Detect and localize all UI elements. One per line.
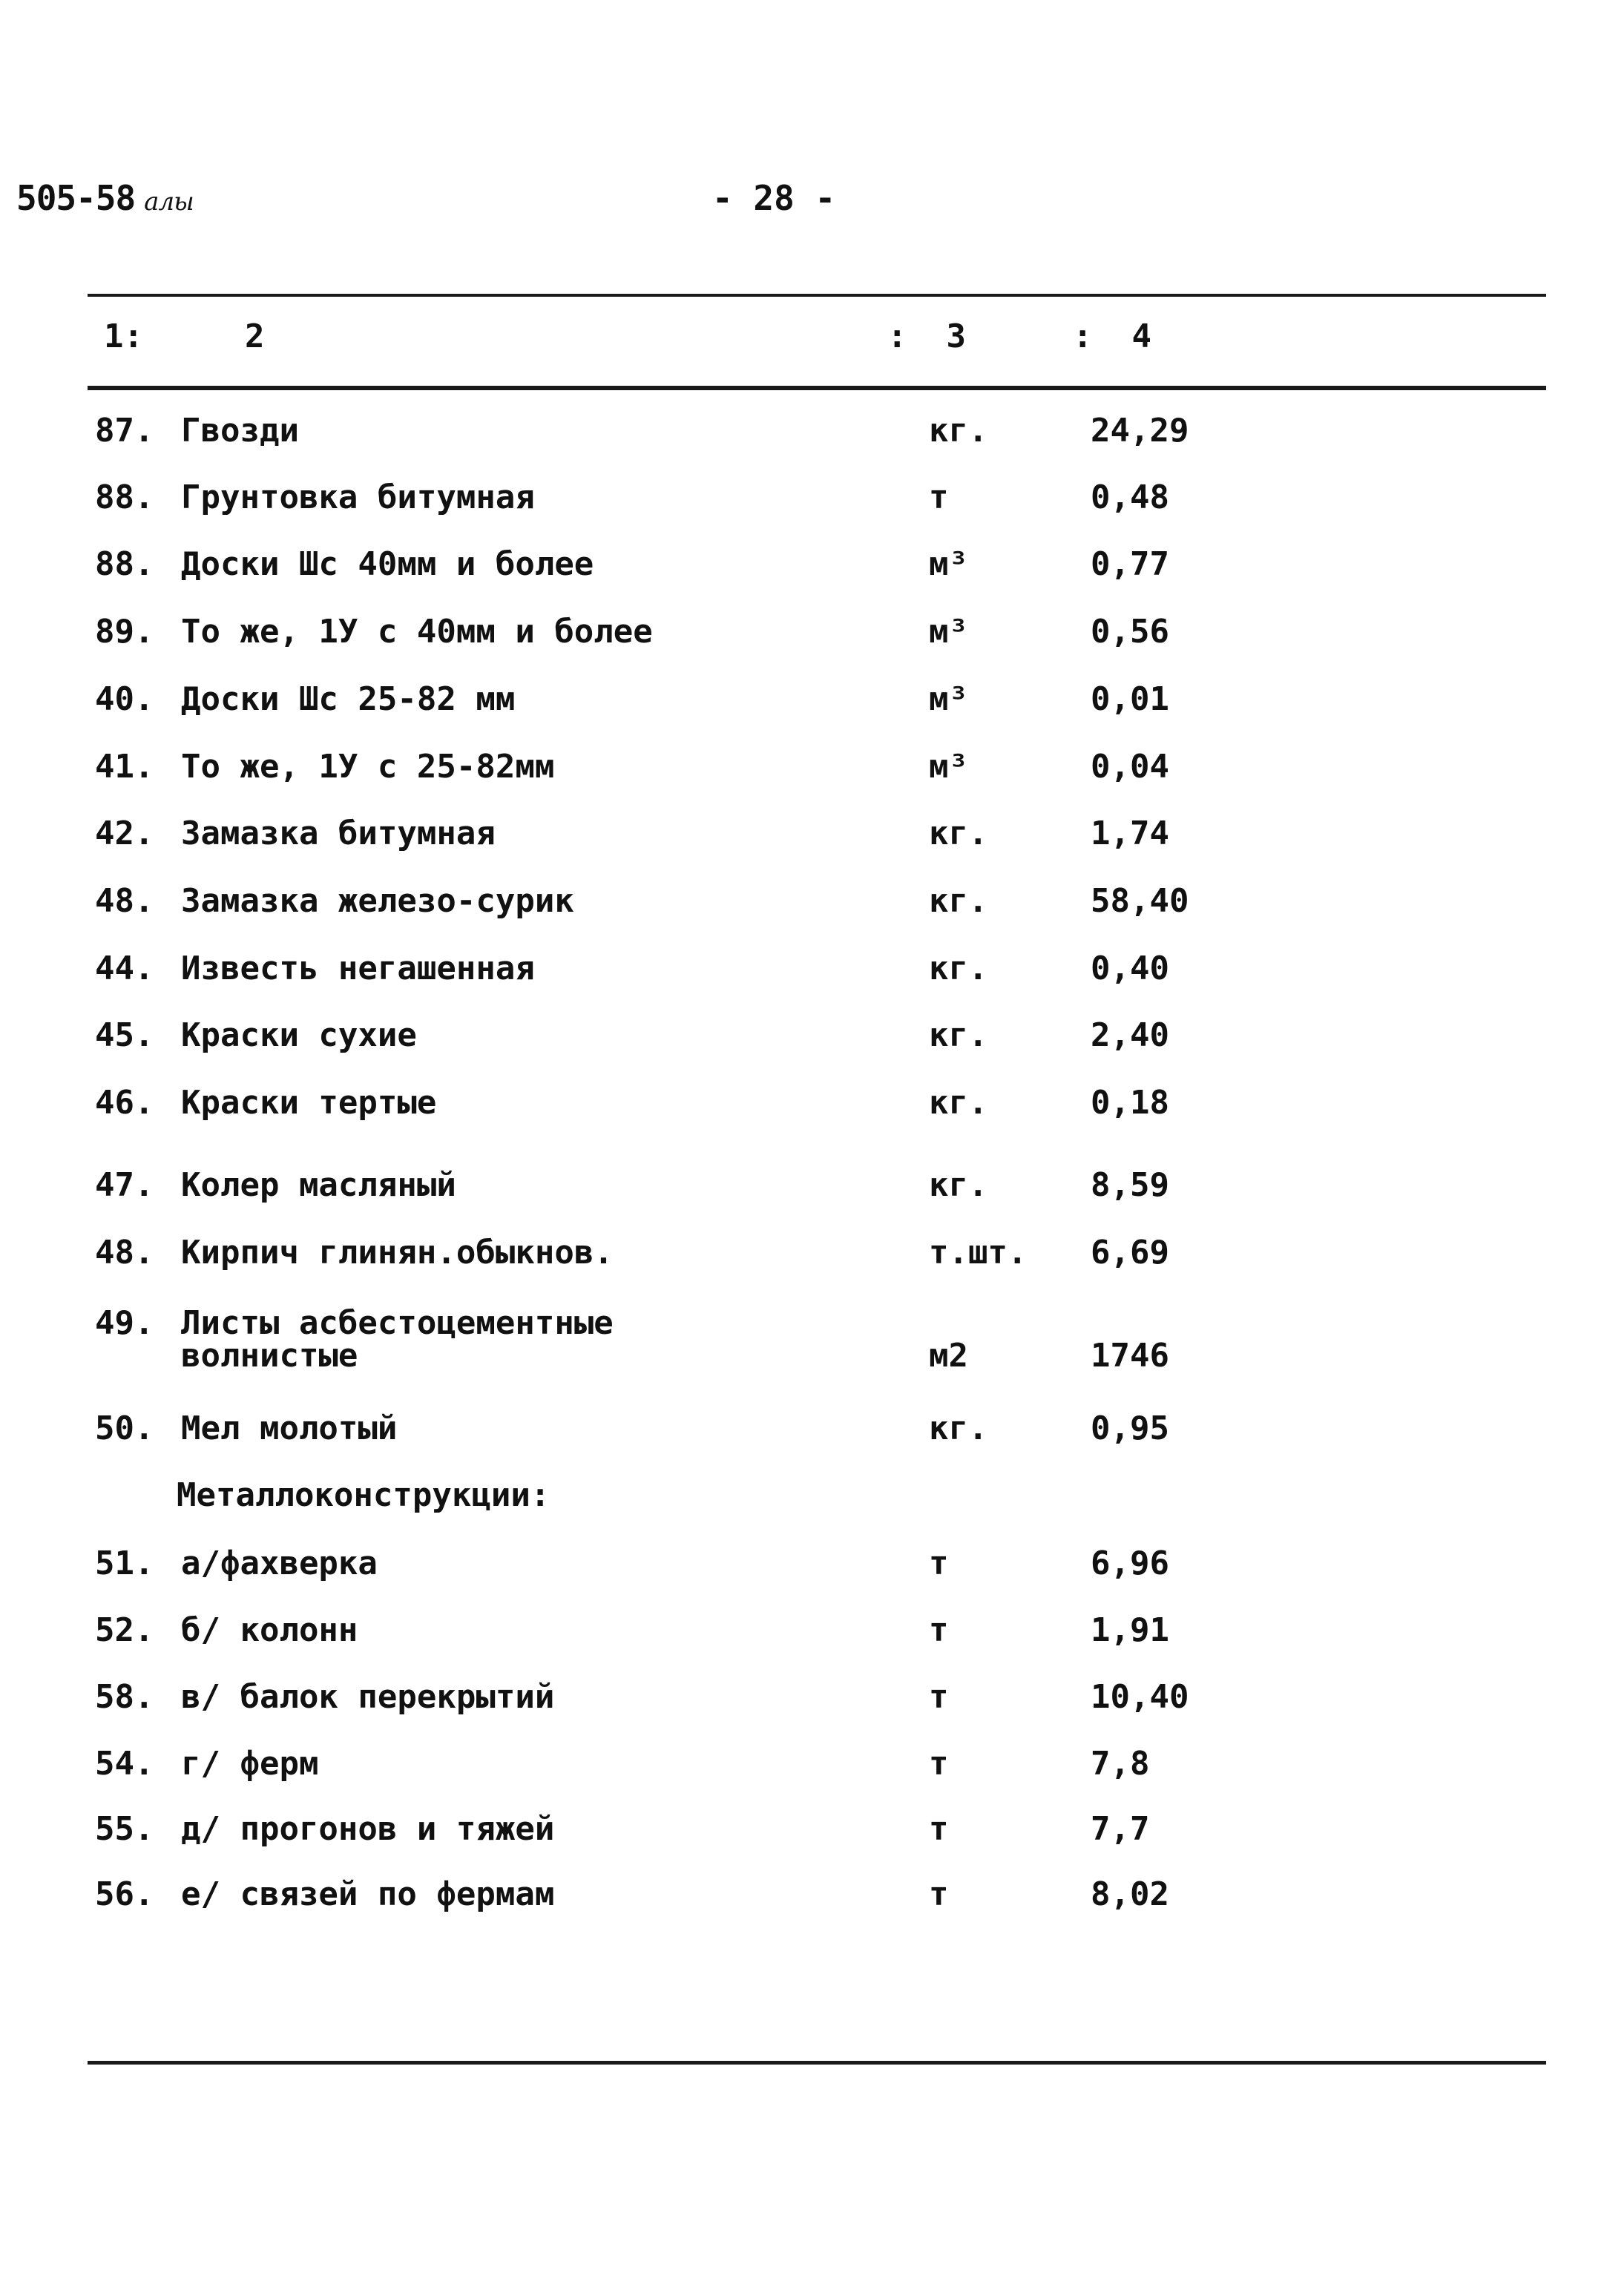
page-number: - 28 - bbox=[712, 178, 836, 218]
item-number: 46. bbox=[95, 1084, 154, 1122]
table-row bbox=[0, 1016, 1604, 1076]
column-header-2: 2 bbox=[245, 318, 265, 355]
table-row bbox=[0, 1234, 1604, 1293]
item-name: Известь негашенная bbox=[181, 950, 535, 987]
table-row bbox=[0, 1084, 1604, 1143]
table-row bbox=[0, 1678, 1604, 1737]
document-code bbox=[16, 178, 194, 218]
item-quantity: 7,8 bbox=[1091, 1745, 1150, 1783]
item-quantity: 1,74 bbox=[1091, 815, 1169, 852]
item-name: То же, 1У с 25-82мм bbox=[181, 748, 555, 786]
item-unit: кг. bbox=[929, 1409, 988, 1447]
item-unit: кг. bbox=[929, 1016, 988, 1054]
column-header-4: : 4 bbox=[1073, 318, 1151, 355]
item-name: Замазка железо-сурик bbox=[181, 882, 574, 920]
table-row bbox=[0, 1545, 1604, 1604]
item-unit: кг. bbox=[929, 882, 988, 920]
item-unit: кг. bbox=[929, 950, 988, 987]
item-unit: кг. bbox=[929, 1166, 988, 1204]
table-row bbox=[0, 1166, 1604, 1226]
document-code-text: 505-58 bbox=[16, 178, 136, 218]
item-unit: м³ bbox=[929, 680, 968, 718]
item-unit: кг. bbox=[929, 412, 988, 450]
item-number: 40. bbox=[95, 680, 154, 718]
column-header-1: 1: bbox=[104, 318, 143, 355]
item-number: 49. bbox=[95, 1304, 154, 1342]
item-number: 88. bbox=[95, 478, 154, 516]
table-top-rule bbox=[88, 294, 1546, 297]
table-row bbox=[0, 1810, 1604, 1869]
table-row bbox=[0, 1304, 1604, 1375]
item-name: Замазка битумная bbox=[181, 815, 496, 852]
item-unit: кг. bbox=[929, 815, 988, 852]
item-unit: т bbox=[929, 1875, 949, 1913]
handwritten-note: алы bbox=[144, 187, 194, 217]
item-unit: кг. bbox=[929, 1084, 988, 1122]
item-quantity: 7,7 bbox=[1091, 1810, 1150, 1848]
table-bottom-rule bbox=[88, 2061, 1546, 2065]
item-unit: т bbox=[929, 1678, 949, 1716]
table-row bbox=[0, 680, 1604, 740]
item-number: 50. bbox=[95, 1409, 154, 1447]
item-number: 52. bbox=[95, 1611, 154, 1649]
item-number: 48. bbox=[95, 882, 154, 920]
item-name: д/ прогонов и тяжей bbox=[181, 1810, 555, 1848]
item-quantity: 58,40 bbox=[1091, 882, 1189, 920]
item-unit: м³ bbox=[929, 613, 968, 651]
item-name: г/ ферм bbox=[181, 1745, 319, 1783]
table-row bbox=[0, 1611, 1604, 1671]
table-row bbox=[0, 1875, 1604, 1935]
item-number: 42. bbox=[95, 815, 154, 852]
item-number: 56. bbox=[95, 1875, 154, 1913]
item-name: Краски тертые bbox=[181, 1084, 437, 1122]
item-quantity: 0,77 bbox=[1091, 545, 1169, 583]
item-name: Доски Шс 40мм и более bbox=[181, 545, 594, 583]
item-number: 41. bbox=[95, 748, 154, 786]
item-number: 44. bbox=[95, 950, 154, 987]
item-quantity: 1746 bbox=[1091, 1337, 1169, 1375]
table-row bbox=[0, 1409, 1604, 1469]
item-name: То же, 1У с 40мм и более bbox=[181, 613, 653, 651]
item-unit: т bbox=[929, 1810, 949, 1848]
item-quantity: 6,69 bbox=[1091, 1234, 1169, 1272]
item-name: в/ балок перекрытий bbox=[181, 1678, 555, 1716]
item-unit: т bbox=[929, 478, 949, 516]
item-number: 45. bbox=[95, 1016, 154, 1054]
table-row bbox=[0, 950, 1604, 1009]
item-quantity: 24,29 bbox=[1091, 412, 1189, 450]
table-header-rule bbox=[88, 386, 1546, 390]
item-name: е/ связей по фермам bbox=[181, 1875, 555, 1913]
item-name: Листы асбестоцементные bbox=[181, 1304, 614, 1342]
table-row bbox=[0, 545, 1604, 605]
item-name: Гвозди bbox=[181, 412, 299, 450]
item-name-line2: волнистые bbox=[181, 1337, 358, 1375]
item-name: Кирпич глинян.обыкнов. bbox=[181, 1234, 614, 1272]
item-name: б/ колонн bbox=[181, 1611, 358, 1649]
item-unit: т bbox=[929, 1745, 949, 1783]
table-row bbox=[0, 412, 1604, 471]
item-number: 48. bbox=[95, 1234, 154, 1272]
item-number: 88. bbox=[95, 545, 154, 583]
item-name: Краски сухие bbox=[181, 1016, 417, 1054]
item-quantity: 0,56 bbox=[1091, 613, 1169, 651]
item-unit: т.шт. bbox=[929, 1234, 1028, 1272]
item-name: Мел молотый bbox=[181, 1409, 398, 1447]
item-unit: т bbox=[929, 1545, 949, 1582]
item-quantity: 0,01 bbox=[1091, 680, 1169, 718]
item-quantity: 8,59 bbox=[1091, 1166, 1169, 1204]
item-quantity: 2,40 bbox=[1091, 1016, 1169, 1054]
table-row bbox=[0, 882, 1604, 941]
item-unit: м³ bbox=[929, 748, 968, 786]
column-header-3: : 3 bbox=[887, 318, 966, 355]
item-quantity: 0,48 bbox=[1091, 478, 1169, 516]
item-name: Колер масляный bbox=[181, 1166, 456, 1204]
item-quantity: 0,18 bbox=[1091, 1084, 1169, 1122]
item-number: 89. bbox=[95, 613, 154, 651]
item-number: 55. bbox=[95, 1810, 154, 1848]
item-number: 87. bbox=[95, 412, 154, 450]
item-quantity: 8,02 bbox=[1091, 1875, 1169, 1913]
table-row bbox=[0, 748, 1604, 807]
item-number: 58. bbox=[95, 1678, 154, 1716]
item-quantity: 1,91 bbox=[1091, 1611, 1169, 1649]
item-unit: м³ bbox=[929, 545, 968, 583]
item-quantity: 6,96 bbox=[1091, 1545, 1169, 1582]
table-row bbox=[0, 613, 1604, 672]
item-name: Доски Шс 25-82 мм bbox=[181, 680, 516, 718]
item-name: а/фахверка bbox=[181, 1545, 378, 1582]
item-number: 54. bbox=[95, 1745, 154, 1783]
item-unit: т bbox=[929, 1611, 949, 1649]
item-quantity: 0,04 bbox=[1091, 748, 1169, 786]
item-name: Грунтовка битумная bbox=[181, 478, 535, 516]
item-number: 51. bbox=[95, 1545, 154, 1582]
item-quantity: 0,40 bbox=[1091, 950, 1169, 987]
section-title: Металлоконструкции: bbox=[177, 1476, 550, 1514]
table-row bbox=[0, 815, 1604, 874]
item-unit: м2 bbox=[929, 1337, 968, 1375]
table-row bbox=[0, 1745, 1604, 1804]
item-quantity: 10,40 bbox=[1091, 1678, 1189, 1716]
item-quantity: 0,95 bbox=[1091, 1409, 1169, 1447]
item-number: 47. bbox=[95, 1166, 154, 1204]
table-row bbox=[0, 478, 1604, 538]
